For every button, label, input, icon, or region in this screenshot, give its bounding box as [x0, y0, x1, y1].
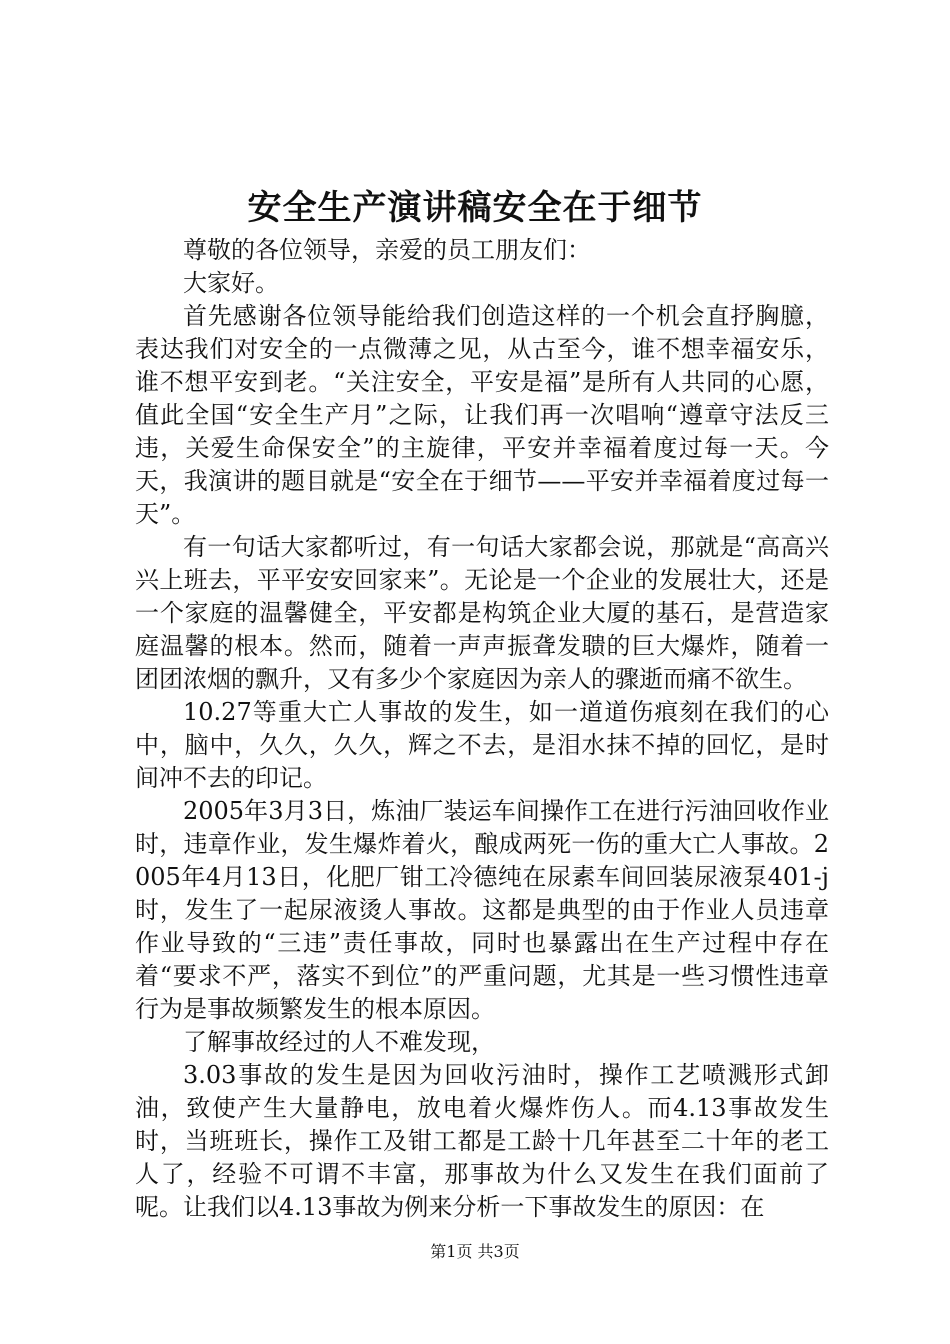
paragraph-accident-cases: 2005年3月3日，炼油厂装运车间操作工在进行污油回收作业时，违章作业，发生爆炸着火，酿成两死一伤的重大亡人事故。2005年4月13日，化肥厂钳工冷德纯在尿素车间回装尿液泵401-j时，发生了一起尿液烫人事故。这都是典型的由于作业人员违章作业导致的“三违”责任事故，同时也暴露出在生产过程中存在着“要求不严，落实不到位”的严重问题，尤其是一些习惯性违章行为是事故频繁发生的根本原因。: [135, 797, 829, 1023]
document-body: [135, 234, 829, 1224]
paragraph-accident-memory: 10.27等重大亡人事故的发生，如一道道伤痕刻在我们的心中，脑中，久久，久久，辉之不去，是泪水抹不掉的回忆，是时间冲不去的印记。: [135, 698, 829, 792]
page-number-footer: 第1页 共3页: [430, 1242, 520, 1261]
paragraph-safety-foundation: 有一句话大家都听过，有一句话大家都会说，那就是“高高兴兴上班去，平平安安回家来”。无论是一个企业的发展壮大，还是一个家庭的温馨健全，平安都是构筑企业大厦的基石，是营造家庭温馨的根本。然而，随着一声声振聋发聩的巨大爆炸，随着一团团浓烟的飘升，又有多少个家庭因为亲人的骤逝而痛不欲生。: [135, 533, 829, 693]
document-title: 安全生产演讲稿安全在于细节: [247, 188, 703, 228]
paragraph-hello: 大家好。: [183, 269, 279, 297]
paragraph-analysis-lead: 了解事故经过的人不难发现，: [183, 1028, 495, 1056]
paragraph-analysis: 3.03事故的发生是因为回收污油时，操作工艺喷溅形式卸油，致使产生大量静电，放电着火爆炸伤人。而4.13事故发生时，当班班长，操作工及钳工都是工龄十几年甚至二十年的老工人了，经验不可谓不丰富，那事故为什么又发生在我们面前了呢。让我们以4.13事故为例来分析一下事故发生的原因：在: [135, 1061, 829, 1221]
paragraph-intro: 首先感谢各位领导能给我们创造这样的一个机会直抒胸臆，表达我们对安全的一点微薄之见，从古至今，谁不想幸福安乐，谁不想平安到老。“关注安全，平安是福”是所有人共同的心愿，值此全国“安全生产月”之际，让我们再一次唱响“遵章守法反三违，关爱生命保安全”的主旋律，平安并幸福着度过每一天。今天，我演讲的题目就是“安全在于细节——平安并幸福着度过每一天”。: [135, 302, 829, 528]
paragraph-greeting: 尊敬的各位领导，亲爱的员工朋友们：: [183, 236, 591, 264]
